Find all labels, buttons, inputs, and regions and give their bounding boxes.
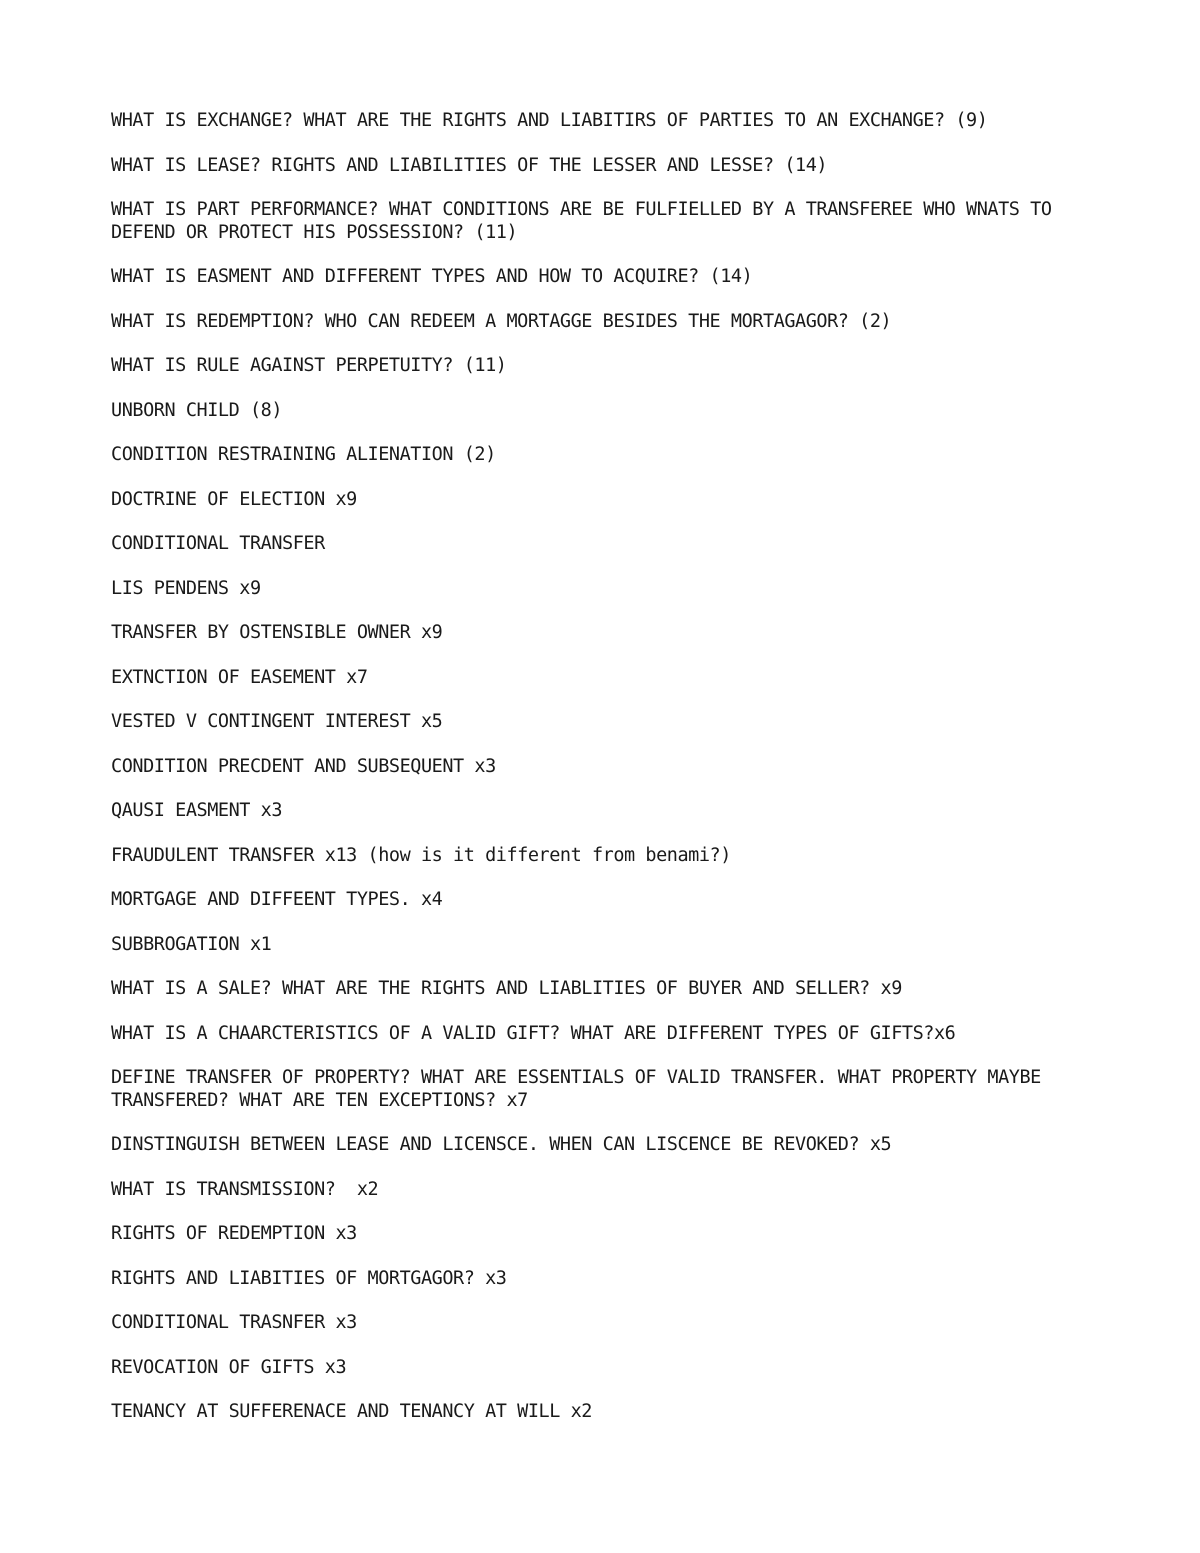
question-item: DEFINE TRANSFER OF PROPERTY? WHAT ARE ESSENTIALS OF VALID TRANSFER. WHAT PROPERTY MAYBE TRANSFERED? WHAT ARE TEN EXCEPTIONS? x7	[111, 1067, 1052, 1111]
question-item: WHAT IS PART PERFORMANCE? WHAT CONDITIONS ARE BE FULFIELLED BY A TRANSFEREE WHO WNATS TO DEFEND OR PROTECT HIS POSSESSION? (11)	[111, 199, 1063, 243]
question-item: TENANCY AT SUFFERENACE AND TENANCY AT WILL x2	[111, 1401, 592, 1422]
question-item: DINSTINGUISH BETWEEN LEASE AND LICENSCE. WHEN CAN LISCENCE BE REVOKED? x5	[111, 1134, 892, 1155]
question-item: WHAT IS EXCHANGE? WHAT ARE THE RIGHTS AND LIABITIRS OF PARTIES TO AN EXCHANGE? (9)	[111, 110, 988, 131]
question-item: CONDITION RESTRAINING ALIENATION (2)	[111, 444, 496, 465]
question-item: RIGHTS AND LIABITIES OF MORTGAGOR? x3	[111, 1267, 507, 1289]
question-item: WHAT IS REDEMPTION? WHO CAN REDEEM A MORTAGGE BESIDES THE MORTAGAGOR? (2)	[111, 310, 892, 332]
question-item: WHAT IS A SALE? WHAT ARE THE RIGHTS AND LIABLITIES OF BUYER AND SELLER? x9	[111, 978, 902, 999]
question-item: CONDITIONAL TRASNFER x3	[111, 1312, 357, 1333]
question-item: WHAT IS EASMENT AND DIFFERENT TYPES AND HOW TO ACQUIRE? (14)	[111, 266, 753, 287]
question-item: DOCTRINE OF ELECTION x9	[111, 488, 357, 510]
question-item: SUBBROGATION x1	[111, 933, 272, 955]
question-item: QAUSI EASMENT x3	[111, 800, 283, 821]
question-item: REVOCATION OF GIFTS x3	[111, 1356, 347, 1378]
question-item: EXTNCTION OF EASEMENT x7	[111, 666, 368, 688]
question-item: CONDITIONAL TRANSFER	[111, 533, 325, 554]
question-item: WHAT IS A CHAARCTERISTICS OF A VALID GIFT? WHAT ARE DIFFERENT TYPES OF GIFTS?x6	[111, 1022, 956, 1044]
question-item: WHAT IS TRANSMISSION? x2	[111, 1178, 379, 1200]
question-item: WHAT IS RULE AGAINST PERPETUITY? (11)	[111, 355, 507, 376]
question-item: RIGHTS OF REDEMPTION x3	[111, 1223, 357, 1244]
question-item: CONDITION PRECDENT AND SUBSEQUENT x3	[111, 755, 496, 777]
question-item: WHAT IS LEASE? RIGHTS AND LIABILITIES OF THE LESSER AND LESSE? (14)	[111, 154, 828, 176]
question-list	[111, 110, 1091, 1446]
question-item: FRAUDULENT TRANSFER x13 (how is it different from benami?)	[111, 844, 731, 866]
question-item: VESTED V CONTINGENT INTEREST x5	[111, 711, 443, 732]
question-item: TRANSFER BY OSTENSIBLE OWNER x9	[111, 622, 443, 643]
question-item: MORTGAGE AND DIFFEENT TYPES. x4	[111, 889, 443, 910]
question-item: UNBORN CHILD (8)	[111, 399, 283, 421]
question-item: LIS PENDENS x9	[111, 577, 261, 599]
